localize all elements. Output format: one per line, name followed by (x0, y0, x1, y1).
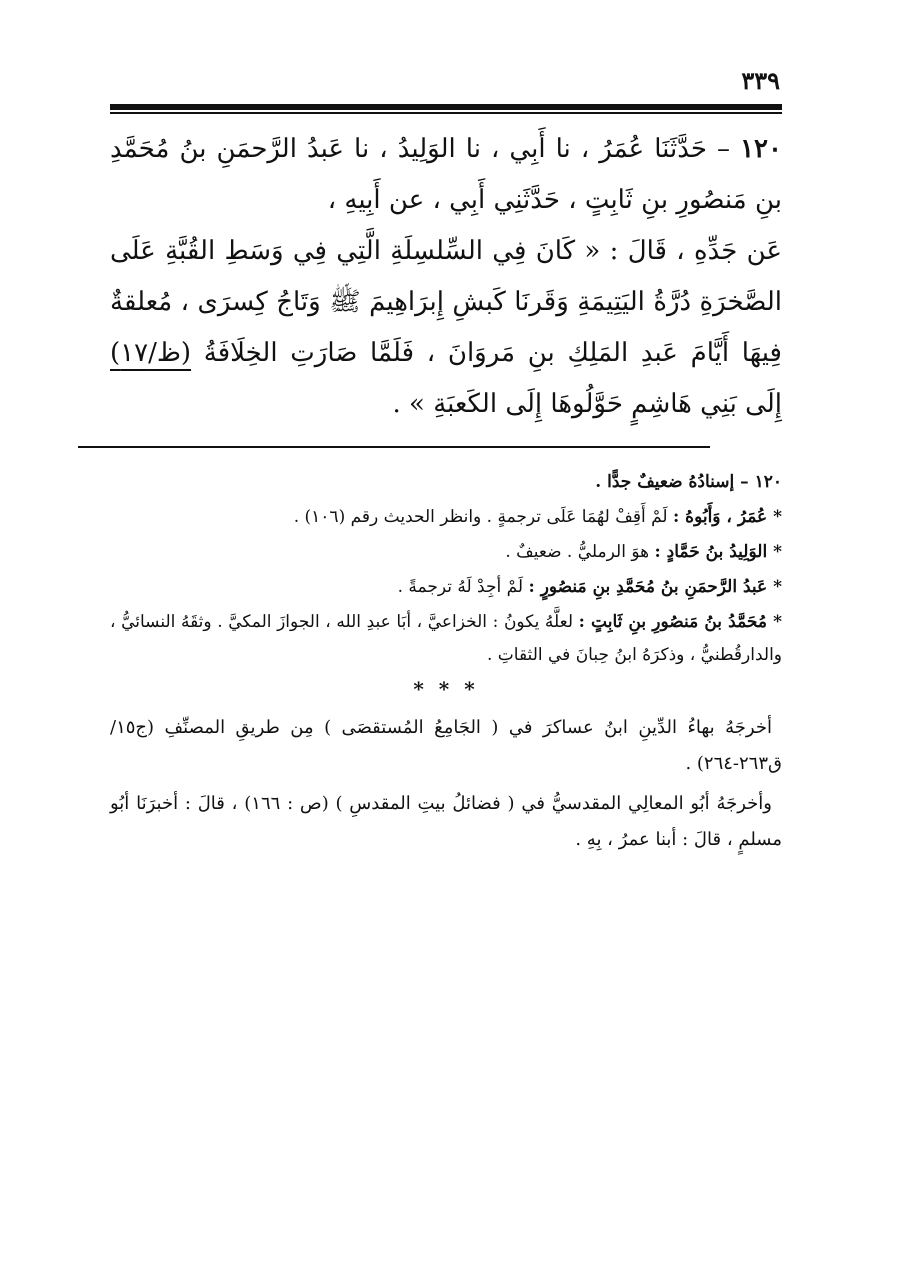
footnote-separator (78, 446, 710, 448)
footnotes (110, 466, 782, 672)
note-narrator-abdulrahman (110, 571, 782, 604)
note-narrator-label: * مُحَمَّدُ بنُ مَنصُورِ بنِ ثَابِتٍ : (578, 612, 782, 632)
page-number: ٣٣٩ (741, 66, 780, 95)
header-rule-thick (110, 104, 782, 110)
reference-2: وأخرجَهُ أبُو المعالِي المقدسيُّ في ( فضائلُ بيتِ المقدسِ ) (ص : ١٦٦) ، قالَ : أخبرَنَا أبُو مسلمٍ ، قالَ : أبنا عمرُ ، بِهِ . (110, 793, 782, 850)
note-narrator-text: لعلَّهُ يكونُ : الخزاعيَّ ، أبَا عبدِ الله ، الجوازَ المكيَّ . وثقَهُ النسائيُّ ، والدارقُطنيُّ ، وذكرَهُ ابنُ حِبانَ في الثقاتِ . (110, 612, 782, 665)
note-narrator-label: * عُمَرُ ، وَأَبُوهُ : (672, 507, 782, 527)
reference-1: أخرجَهُ بهاءُ الدِّينِ ابنُ عساكرَ في ( الجَامِعُ المُستقصَى ) مِن طريقِ المصنِّفِ (ج١٥/ ق٢٦٣-٢٦٤) . (110, 717, 782, 774)
note-narrator-label: * الوَلِيدُ بنُ حَمَّادٍ : (654, 542, 782, 562)
hadith-paragraph-1 (110, 124, 782, 226)
section-divider-stars: * * * (413, 677, 479, 701)
note-narrator-label: * عَبدُ الرَّحمَنِ بنُ مُحَمَّدِ بنِ مَنصُورٍ : (528, 577, 782, 597)
matn-text-before: عَن جَدِّهِ ، قَالَ : « كَانَ فِي السِّلسِلَةِ الَّتِي فِي وَسَطِ القُبَّةِ عَلَى الصَّخرَةِ دُرَّةُ اليَتِيمَةِ وَقَرنَا كَبشِ إِبرَاهِيمَ ﷺ وَتَاجُ كِسرَى ، مُعلقةٌ فِيهَا أَيَّامَ عَبدِ المَلِكِ بنِ مَروَانَ ، فَلَمَّا صَارَتِ الخِلَافَةُ (110, 236, 782, 368)
note-narrator-text: لَمْ أَقِفْ لهُمَا عَلَى ترجمةٍ . وانظر الحديث رقم (١٠٦) . (293, 507, 673, 527)
references (110, 710, 782, 858)
hadith-number: ١٢٠ (740, 134, 782, 164)
main-text (110, 124, 782, 430)
note-narrator-text: هوَ الرمليُّ . ضعيفٌ . (505, 542, 655, 562)
page (110, 66, 782, 862)
hadith-paragraph-2 (110, 226, 782, 430)
note-isnad-grade: ١٢٠ – إسنادُهُ ضعيفٌ جدًّا . (595, 472, 782, 492)
isnad-text: – حَدَّثَنَا عُمَرُ ، نا أَبِي ، نا الوَلِيدُ ، نا عَبدُ الرَّحمَنِ بنُ مُحَمَّدِ بنِ مَنصُورِ بنِ ثَابِتٍ ، حَدَّثَنِي أَبِي ، عن أَبِيهِ ، (110, 134, 782, 215)
header-rule-thin (110, 112, 782, 114)
note-narrator-muhammad (110, 606, 782, 672)
folio-marker: (ظ/١٧) (110, 338, 192, 368)
note-narrator-walid (110, 536, 782, 569)
note-narrator-text: لَمْ أجِدْ لَهُ ترجمةً . (397, 577, 529, 597)
matn-text-after: إِلَى بَنِي هَاشِمٍ حَوَّلُوهَا إِلَى الكَعبَةِ » . (392, 389, 782, 419)
note-narrator-umar (110, 501, 782, 534)
